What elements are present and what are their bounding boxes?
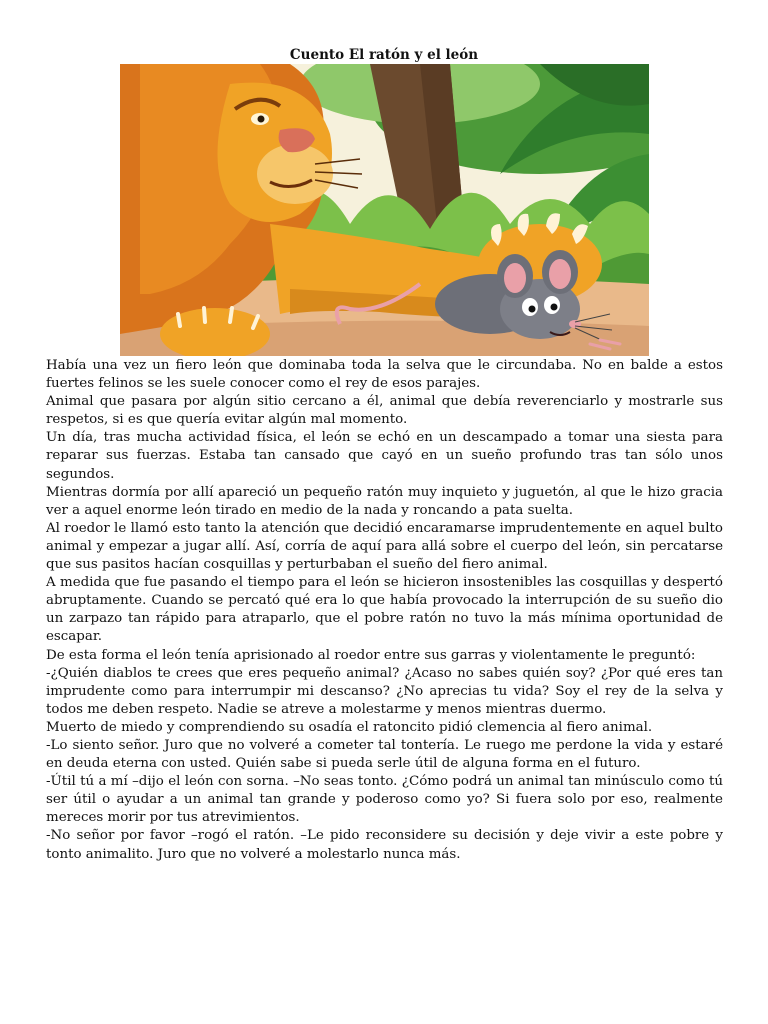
paragraph: A medida que fue pasando el tiempo para el león se hicieron insostenibles las cosquillas y despertó abruptamente. Cuando se percató qué era lo que había provocado la interrupción de su sueño dio un zarpazo tan rápido para atraparlo, que el pobre ratón no tuvo la más mínima oportunidad de escapar. xyxy=(46,575,723,645)
paragraph: -No señor por favor –rogó el ratón. –Le pido reconsidere su decisión y deje vivir a este pobre y tonto animalito. Juro que no volveré a molestarlo nunca más. xyxy=(46,828,723,862)
story-illustration xyxy=(120,64,649,356)
lion-pupil xyxy=(258,116,265,123)
story-body xyxy=(46,357,723,864)
paragraph: -¿Quién diablos te crees que eres pequeño animal? ¿Acaso no sabes quién soy? ¿Por qué eres tan imprudente como para interrumpir mi descanso? ¿No aprecias tu vida? Soy el rey de la selva y todos me deben respeto. Nadie se atreve a molestarme y menos mientras duermo. xyxy=(46,665,723,717)
mouse-ear-right-inner xyxy=(549,259,571,289)
mouse-pupil-right xyxy=(551,304,558,311)
mouse-pupil-left xyxy=(529,306,536,313)
paragraph: Mientras dormía por allí apareció un pequeño ratón muy inquieto y juguetón, al que le hizo gracia ver a aquel enorme león tirado en medio de la nada y roncando a pata suelta. xyxy=(46,484,723,518)
story-title: Cuento El ratón y el león xyxy=(289,47,479,63)
paragraph: De esta forma el león tenía aprisionado al roedor entre sus garras y violentamente le preguntó: xyxy=(46,647,696,663)
paragraph: -Lo siento señor. Juro que no volveré a cometer tal tontería. Le ruego me perdone la vida y estaré en deuda eterna con usted. Quién sabe si pueda serle útil de alguna forma en el futuro. xyxy=(46,737,723,772)
paragraph: Al roedor le llamó esto tanto la atención que decidió encaramarse imprudentemente en aquel bulto animal y empezar a jugar allí. Así, corría de aquí para allá sobre el cuerpo del león, sin percatarse que sus pasitos hacían cosquillas y perturbaban el sueño del fiero animal. xyxy=(46,520,723,573)
mouse-ear-left-inner xyxy=(504,263,526,293)
paragraph: -Útil tú a mí –dijo el león con sorna. –No seas tonto. ¿Cómo podrá un animal tan minúsculo como tú ser útil o ayudar a un animal tan grande y poderoso como yo? Si fuera solo por eso, realmente mereces morir por tus atrevimientos. xyxy=(46,774,723,826)
paragraph: Muerto de miedo y comprendiendo su osadía el ratoncito pidió clemencia al fiero animal. xyxy=(46,719,653,735)
paragraph: Animal que pasara por algún sitio cercano a él, animal que debía reverenciarlo y mostrarle sus respetos, si es que quería evitar algún mal momento. xyxy=(46,394,723,428)
lion-muzzle xyxy=(257,144,333,204)
paragraph: Había una vez un fiero león que dominaba toda la selva que le circundaba. No en balde a estos fuertes felinos se les suele conocer como el rey de esos parajes. xyxy=(46,358,723,392)
paragraph: Un día, tras mucha actividad física, el león se echó en un descampado a tomar una siesta para reparar sus fuerzas. Estaba tan cansado que cayó en un sueño profundo tras tan sólo unos segundos. xyxy=(46,430,723,482)
